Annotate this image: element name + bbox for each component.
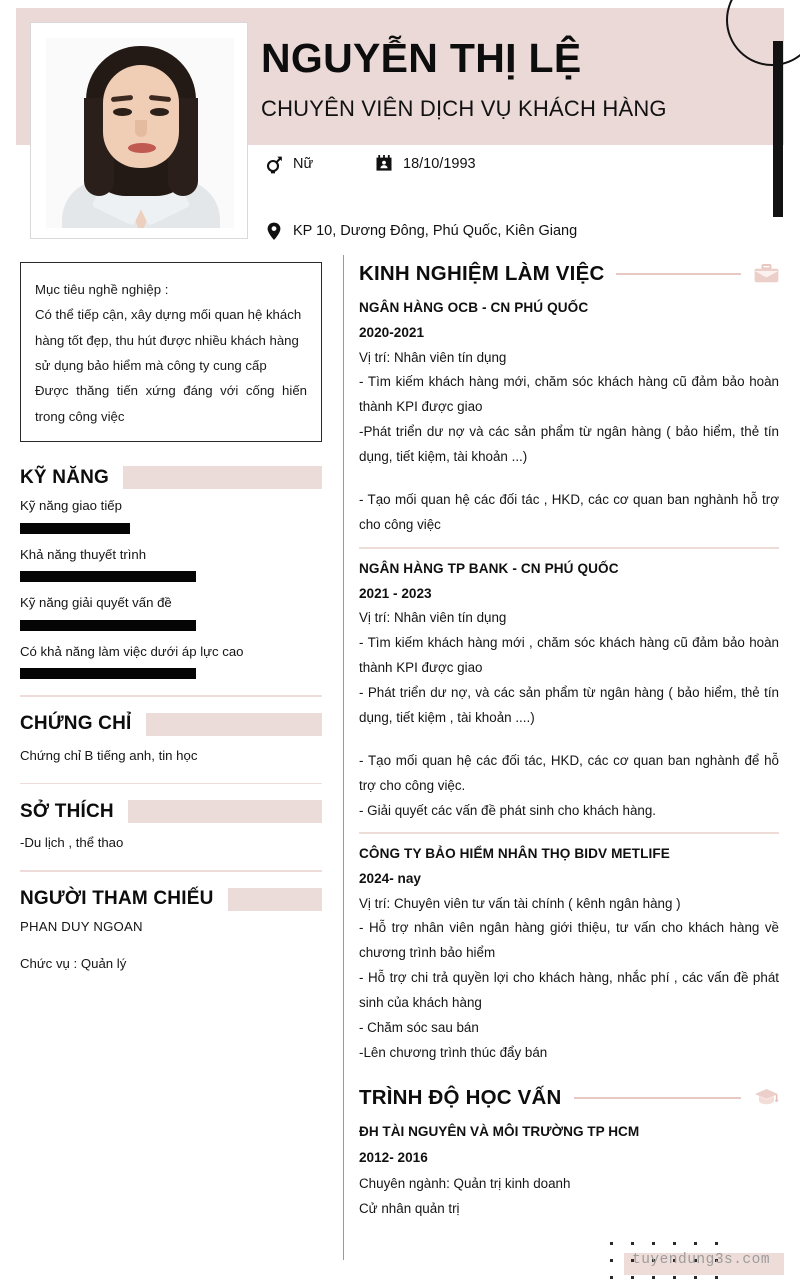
contact-address: [265, 221, 577, 241]
sidebar: [20, 262, 322, 975]
skills-section: [20, 464, 322, 679]
objective-heading: Mục tiêu nghề nghiệp :: [35, 282, 169, 297]
experience-bullet: -Lên chương trình thúc đẩy bán: [359, 1045, 548, 1061]
experience-title-rule: [616, 273, 741, 274]
education-years: 2012- 2016: [359, 1149, 428, 1165]
experience-position: Vị trí: Nhân viên tín dụng: [359, 349, 507, 365]
certificates-section: [20, 711, 322, 767]
skill-item: [20, 594, 322, 630]
page-title: NGUYỄN THỊ LỆ: [261, 35, 582, 81]
watermark-text: tuyendung3s.com: [632, 1252, 771, 1268]
experience-bullet: - Giải quyết các vấn đề phát sinh cho khách hàng.: [359, 802, 657, 818]
skill-label: Kỹ năng giao tiếp: [20, 498, 122, 514]
reference-role: Chức vụ : Quản lý: [20, 955, 127, 971]
education-major: Chuyên ngành: Quản trị kinh doanh: [359, 1175, 571, 1191]
sidebar-divider: [20, 783, 322, 785]
experience-position: Vị trí: Chuyên viên tư vấn tài chính ( kênh ngân hàng ): [359, 895, 681, 911]
experience-item: [359, 841, 779, 1066]
skill-item: [20, 546, 322, 582]
job-title-subtitle: CHUYÊN VIÊN DỊCH VỤ KHÁCH HÀNG: [261, 96, 667, 121]
experience-years: 2020-2021: [359, 325, 425, 341]
experience-bullet: - Hỗ trợ nhân viên ngân hàng giới thiệu, tư vấn cho khách hàng về chương trình bảo hiểm: [359, 920, 779, 961]
location-pin-icon: [265, 221, 283, 241]
skill-bar: [20, 571, 196, 582]
experience-years: 2021 - 2023: [359, 585, 432, 601]
experience-bullet: - Chăm sóc sau bán: [359, 1020, 479, 1036]
experience-company: CÔNG TY BẢO HIỂM NHÂN THỌ BIDV METLIFE: [359, 845, 670, 861]
column-divider: [343, 255, 344, 1260]
portrait-photo: [46, 38, 234, 228]
career-objective-box: [20, 262, 322, 442]
experience-bullet: - Hỗ trợ chi trả quyền lợi cho khách hàng, nhắc phí , các vấn đề phát sinh của khách hàng: [359, 970, 779, 1011]
sidebar-divider: [20, 695, 322, 697]
skill-bar: [20, 523, 130, 534]
education-school: ĐH TÀI NGUYÊN VÀ MÔI TRƯỜNG TP HCM: [359, 1123, 640, 1139]
experience-bullet: - Tạo mối quan hệ các đối tác , HKD, các cơ quan ban nghành hỗ trợ cho công việc: [359, 492, 779, 533]
experience-title: KINH NGHIỆM LÀM VIỆC: [359, 262, 605, 285]
objective-line-2: Được thăng tiến xứng đáng với cống hiến trong công việc: [35, 383, 307, 424]
skills-title-highlight: [123, 466, 322, 489]
briefcase-icon: [753, 262, 779, 286]
education-title-rule: [574, 1097, 741, 1098]
decorative-vertical-bar: [773, 41, 783, 217]
experience-bullet: -Phát triển dư nợ và các sản phẩm từ ngân hàng ( bảo hiểm, thẻ tín dụng, tiết kiệm, tài khoản ...): [359, 424, 779, 465]
certificates-title: CHỨNG CHỈ: [20, 713, 132, 735]
experience-bullet: - Tìm kiếm khách hàng mới , chăm sóc khách hàng cũ đảm bảo hoàn thành KPI được giao: [359, 635, 779, 675]
contact-gender: [265, 154, 313, 174]
reference-name: PHAN DUY NGOAN: [20, 918, 143, 934]
contact-address-label: KP 10, Dương Đông, Phú Quốc, Kiên Giang: [293, 223, 578, 239]
main-content: [359, 262, 779, 1222]
education-section: [359, 1086, 779, 1222]
experience-bullet: - Tìm kiếm khách hàng mới, chăm sóc khách hàng cũ đảm bảo hoàn thành KPI được giao: [359, 374, 779, 415]
graduation-cap-icon: [753, 1086, 779, 1110]
skill-item: [20, 643, 322, 679]
skill-label: Có khả năng làm việc dưới áp lực cao: [20, 643, 244, 659]
watermark: [588, 1228, 788, 1280]
spacer: [359, 731, 779, 749]
interests-title-highlight: [128, 800, 322, 823]
contact-dob-label: 18/10/1993: [403, 156, 476, 172]
id-card-icon: [375, 154, 393, 174]
interests-title: SỞ THÍCH: [20, 800, 114, 822]
education-title: TRÌNH ĐỘ HỌC VẤN: [359, 1085, 562, 1109]
gender-icon: [265, 154, 283, 174]
contact-gender-label: Nữ: [293, 156, 314, 172]
certificates-text: Chứng chỉ B tiếng anh, tin học: [20, 747, 198, 763]
experience-years: 2024- nay: [359, 871, 421, 887]
experience-bullet: - Phát triển dư nợ, và các sản phẩm từ ngân hàng ( bảo hiểm, thẻ tín dụng, tiết kiệm , tài khoản ....): [359, 684, 779, 725]
interests-text: -Du lịch , thể thao: [20, 835, 124, 851]
education-degree: Cử nhân quản trị: [359, 1201, 460, 1217]
objective-line-1: Có thể tiếp cận, xây dựng mối quan hệ khách hàng tốt đẹp, thu hút được nhiều khách hàng sử dụng bảo hiểm mà công ty cung cấp: [35, 307, 302, 374]
certificates-title-highlight: [146, 713, 322, 736]
sidebar-divider: [20, 870, 322, 872]
skills-title: KỸ NĂNG: [20, 466, 110, 488]
experience-divider: [359, 832, 779, 834]
experience-item: [359, 295, 779, 538]
spacer: [359, 470, 779, 488]
experience-section: [359, 262, 779, 1066]
reference-section: [20, 886, 322, 971]
experience-company: NGÂN HÀNG OCB - CN PHÚ QUỐC: [359, 300, 589, 315]
skill-label: Kỹ năng giải quyết vấn đề: [20, 595, 172, 611]
experience-company: NGÂN HÀNG TP BANK - CN PHÚ QUỐC: [359, 560, 619, 576]
experience-divider: [359, 547, 779, 549]
skill-bar: [20, 668, 196, 679]
avatar: [31, 23, 247, 238]
experience-item: [359, 556, 779, 824]
interests-section: [20, 798, 322, 854]
contact-dob: [375, 154, 476, 174]
skill-label: Khả năng thuyết trình: [20, 546, 147, 562]
experience-bullet: - Tạo mối quan hệ các đối tác, HKD, các cơ quan ban nghành để hỗ trợ cho công việc.: [359, 752, 779, 793]
skill-bar: [20, 620, 196, 631]
skill-item: [20, 497, 322, 533]
reference-title-highlight: [228, 888, 323, 911]
experience-position: Vị trí: Nhân viên tín dụng: [359, 610, 507, 626]
reference-title: NGƯỜI THAM CHIẾU: [20, 888, 214, 910]
